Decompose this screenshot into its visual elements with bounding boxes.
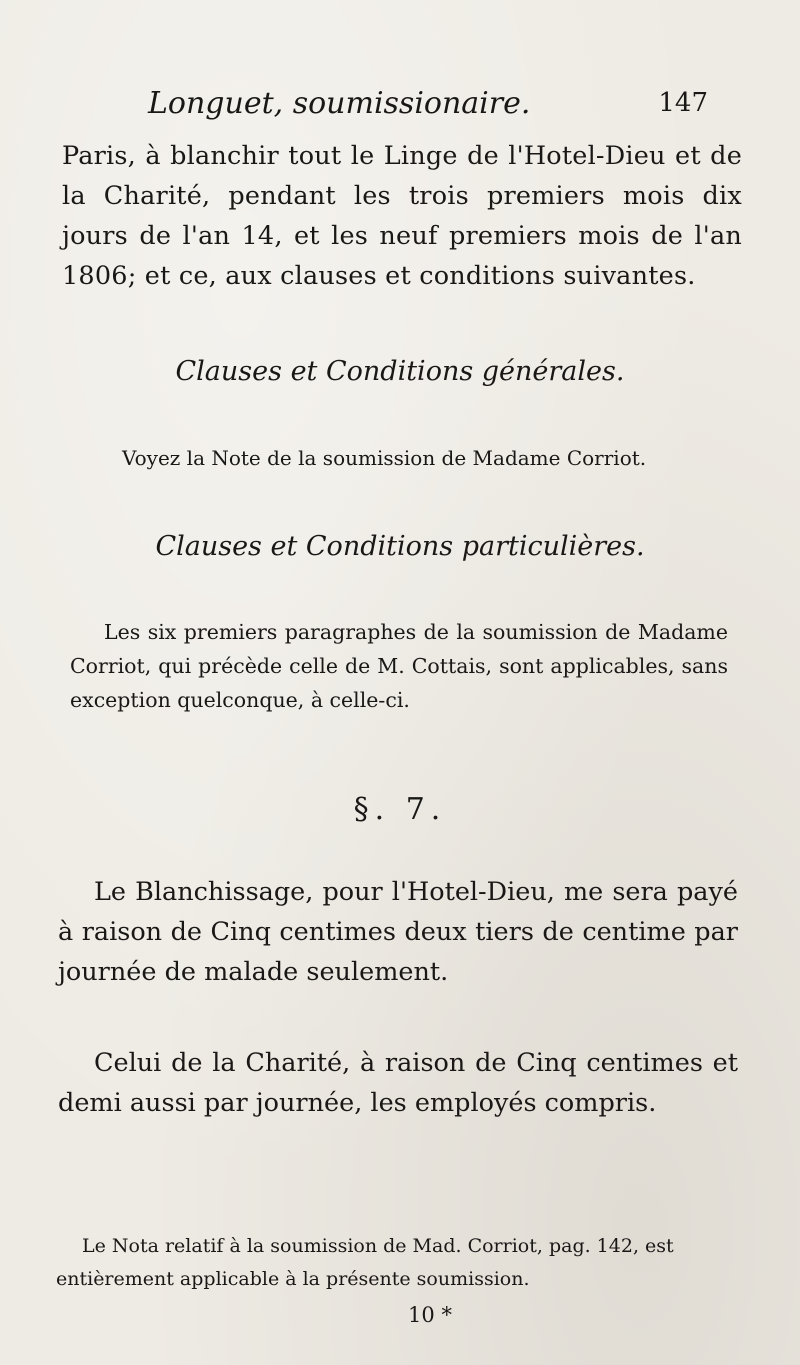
- particular-conditions-paragraph: Les six premiers paragraphes de la soumission de Madame Corriot, qui précède celle de M. Cottais, sont applicables, sans exception quelconque, à celle-ci.: [70, 620, 728, 712]
- page-number: 147: [658, 88, 708, 118]
- running-title: Longuet, soumissionaire.: [148, 86, 531, 121]
- general-conditions-heading: Clauses et Conditions générales.: [175, 356, 625, 387]
- section-label: §. 7.: [353, 792, 447, 827]
- running-header: [148, 86, 708, 121]
- section-paragraph-charite: Celui de la Charité, à raison de Cinq centimes et demi aussi par journée, les employés compris.: [58, 1048, 738, 1118]
- particular-conditions-heading: Clauses et Conditions particulières.: [155, 531, 645, 562]
- general-conditions-note: Voyez la Note de la soumission de Madame Corriot.: [122, 446, 647, 470]
- footnote: Le Nota relatif à la soumission de Mad. Corriot, pag. 142, est entièrement applicable à la présente soumission.: [56, 1235, 674, 1290]
- signature-mark: 10 *: [408, 1303, 452, 1327]
- section-paragraph-hotel-dieu: Le Blanchissage, pour l'Hotel-Dieu, me sera payé à raison de Cinq centimes deux tiers de centime par journée de malade seulement.: [58, 877, 738, 987]
- intro-paragraph: Paris, à blanchir tout le Linge de l'Hotel-Dieu et de la Charité, pendant les trois premiers mois dix jours de l'an 14, et les neuf premiers mois de l'an 1806; et ce, aux clauses et conditions suivantes.: [62, 141, 742, 291]
